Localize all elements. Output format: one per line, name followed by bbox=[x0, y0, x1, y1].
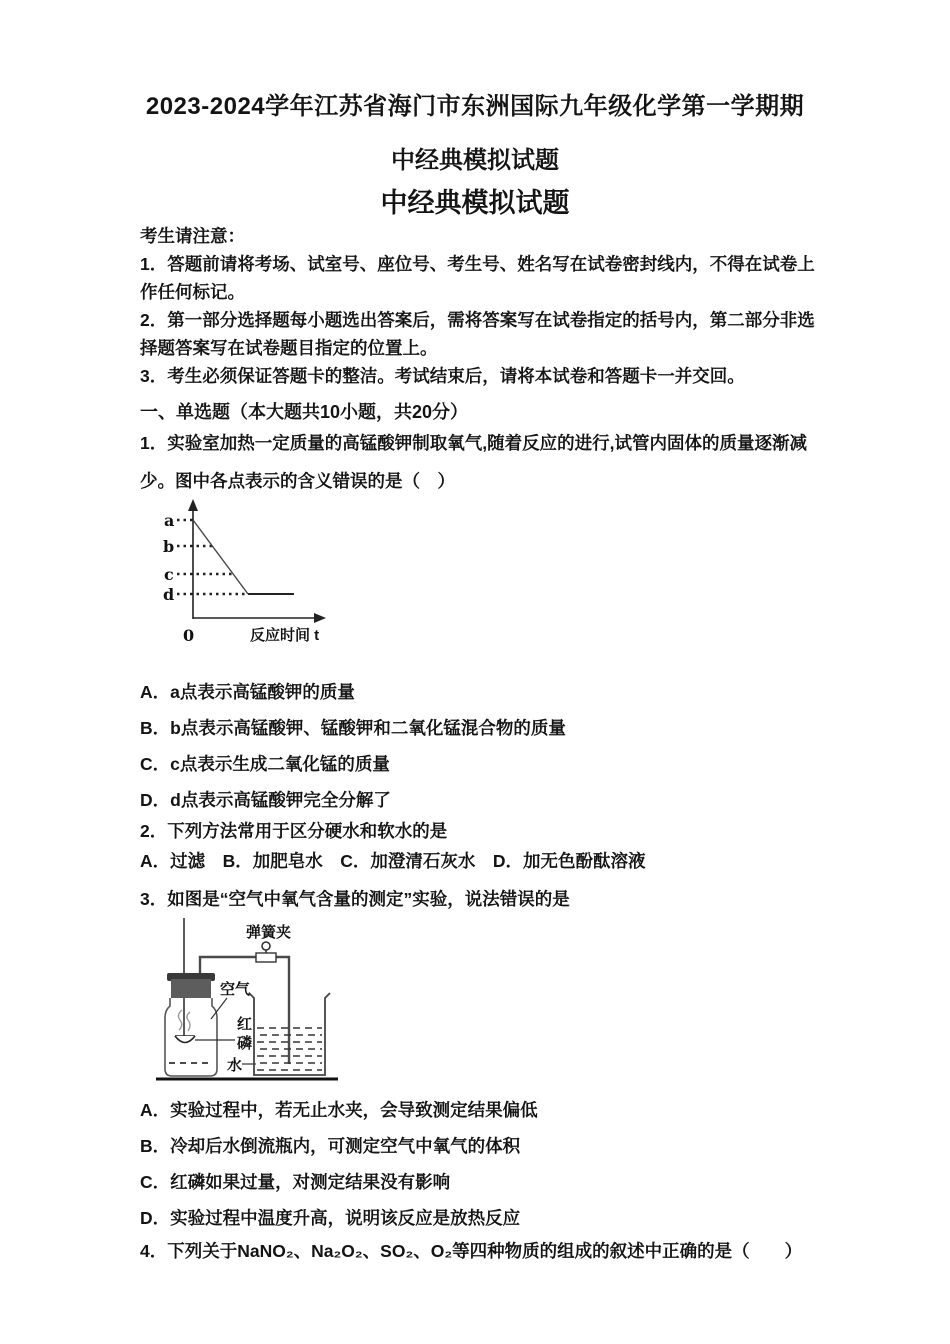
notice-item-1: 1．答题前请将考场、试室号、座位号、考生号、姓名写在试卷密封线内，不得在试卷上作任何标记。 bbox=[140, 254, 815, 302]
origin-label: 0 bbox=[183, 626, 195, 645]
red-phosphorus-label-char2: 磷 bbox=[237, 1035, 253, 1052]
exam-subtitle: 中经典模拟试题 bbox=[380, 188, 570, 218]
q1-option-d: D．d点表示高锰酸钾完全分解了 bbox=[140, 790, 391, 810]
y-tick-d: d bbox=[163, 585, 175, 604]
water-label: 水 bbox=[227, 1057, 243, 1074]
q3-option-a: A．实验过程中，若无止水夹，会导致测定结果偏低 bbox=[140, 1100, 538, 1120]
question-3-text: 3．如图是“空气中氧气含量的测定”实验，说法错误的是 bbox=[140, 889, 570, 909]
exam-title-line2: 中经典模拟试题 bbox=[391, 147, 559, 174]
q3-option-d: D．实验过程中温度升高，说明该反应是放热反应 bbox=[140, 1208, 521, 1228]
q1-mass-time-graph bbox=[150, 495, 350, 650]
question-1-options bbox=[140, 674, 566, 818]
question-3-options bbox=[140, 1092, 538, 1236]
notice-item-2: 2．第一部分选择题每小题选出答案后，需将答案写在试卷指定的括号内，第二部分非选择题答案写在试卷题目指定的位置上。 bbox=[140, 310, 815, 358]
beaker-water-dashes bbox=[257, 1028, 322, 1070]
exam-title-line1: 2023-2024学年江苏省海门市东洲国际九年级化学第一学期期 bbox=[145, 93, 805, 120]
question-4-text: 4．下列关于NaNO₂、Na₂O₂、SO₂、O₂等四种物质的组成的叙述中正确的是（ ） bbox=[140, 1241, 803, 1261]
question-2-text: 2．下列方法常用于区分硬水和软水的是 bbox=[140, 821, 448, 841]
x-axis-arrow-icon bbox=[314, 613, 326, 623]
q3-oxygen-measure-apparatus bbox=[148, 913, 398, 1088]
q1-option-b: B．b点表示高锰酸钾、锰酸钾和二氧化锰混合物的质量 bbox=[140, 718, 566, 738]
question-2-options: A．过滤 B．加肥皂水 C．加澄清石灰水 D．加无色酚酞溶液 bbox=[140, 851, 646, 871]
q3-option-c: C．红磷如果过量，对测定结果没有影响 bbox=[140, 1172, 451, 1192]
question-1-text: 1．实验室加热一定质量的高锰酸钾制取氧气,随着反应的进行,试管内固体的质量逐渐减少。图中各点表示的含义错误的是（ ） bbox=[140, 433, 807, 491]
q1-option-c: C．c点表示生成二氧化锰的质量 bbox=[140, 754, 390, 774]
q1-option-a: A．a点表示高锰酸钾的质量 bbox=[140, 682, 355, 702]
y-tick-c: c bbox=[164, 565, 174, 584]
smoke-wisp-1 bbox=[178, 1010, 182, 1030]
curve-decline bbox=[193, 520, 248, 594]
x-axis-label: 反应时间 t bbox=[250, 627, 320, 644]
clamp-label: 弹簧夹 bbox=[246, 924, 292, 941]
y-tick-a: a bbox=[164, 511, 175, 530]
section-heading: 一、单选题（本大题共10小题，共20分） bbox=[140, 402, 469, 422]
notice-heading: 考生请注意： bbox=[140, 226, 245, 246]
notice-item-3: 3．考生必须保证答题卡的整洁。考试结束后，请将本试卷和答题卡一并交回。 bbox=[140, 366, 745, 386]
clamp-body bbox=[256, 953, 276, 962]
combustion-spoon bbox=[175, 1036, 195, 1043]
notice-block bbox=[140, 222, 824, 390]
y-axis-arrow-icon bbox=[188, 499, 198, 511]
stopper-body bbox=[171, 979, 211, 998]
smoke-wisp-2 bbox=[187, 1012, 190, 1031]
red-phosphorus-label-char1: 红 bbox=[237, 1016, 253, 1033]
q3-option-b: B．冷却后水倒流瓶内，可测定空气中氧气的体积 bbox=[140, 1136, 521, 1156]
air-label: 空气 bbox=[220, 981, 251, 998]
y-tick-b: b bbox=[163, 537, 175, 556]
clamp-screw-icon bbox=[262, 942, 270, 950]
